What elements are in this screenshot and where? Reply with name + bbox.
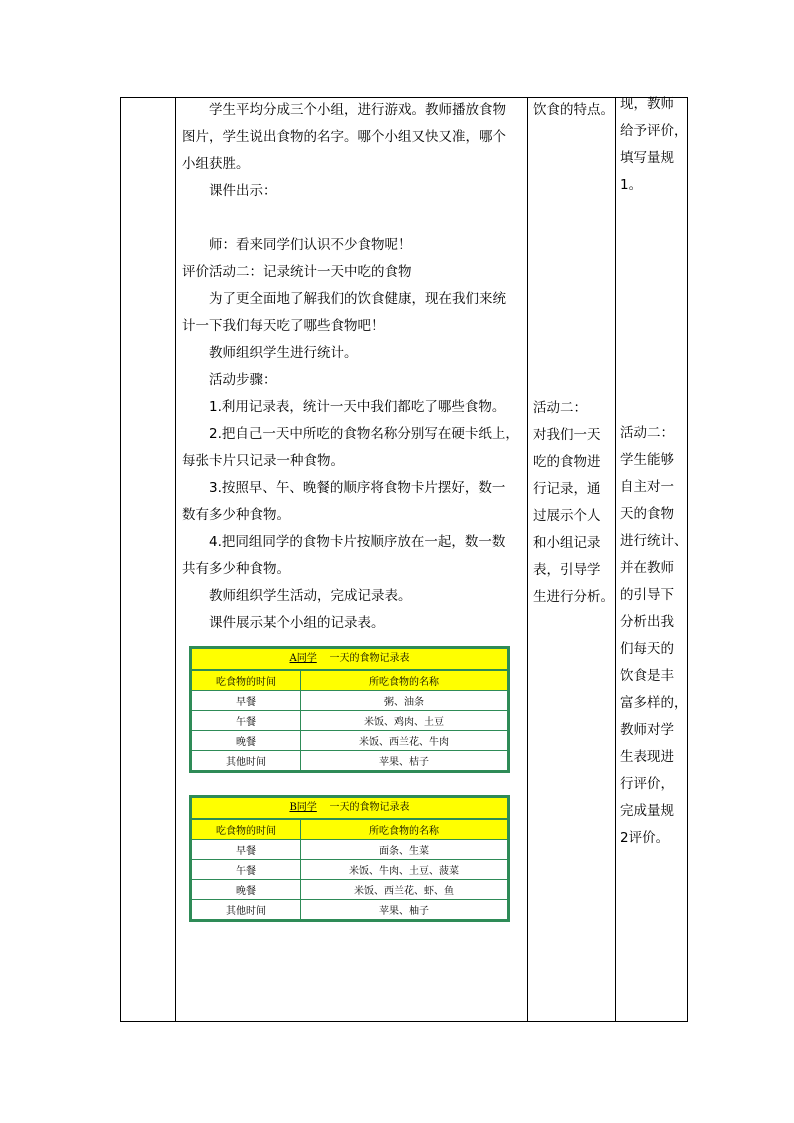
- step-line: 数有多少种食物。: [182, 507, 290, 523]
- column4-line: 行评价，: [620, 776, 674, 792]
- main-line: 课件展示某个小组的记录表。: [209, 615, 385, 631]
- record-table-frame: [189, 795, 510, 922]
- table-row: [192, 751, 508, 771]
- column3-top: [533, 97, 615, 124]
- food-cell: 米饭、牛肉、土豆、菠菜: [301, 860, 508, 880]
- column4-line: 给予评价，: [620, 123, 688, 139]
- column3-line: 吃的食物进: [533, 454, 601, 470]
- main-line: 小组获胜。: [182, 156, 250, 172]
- main-line: 为了更全面地了解我们的饮食健康，现在我们来统: [209, 291, 506, 307]
- record-table-frame: [189, 646, 510, 773]
- column4-line: 1。: [620, 177, 643, 193]
- food-cell: 苹果、柚子: [301, 900, 508, 920]
- main-line: 师：看来同学们认识不少食物呢！: [209, 237, 412, 253]
- meal-cell: 晚餐: [192, 880, 301, 900]
- column-divider-3: [615, 97, 616, 1022]
- record-table-b: [189, 795, 510, 922]
- column-divider-1: [175, 97, 176, 1022]
- record-grid: [191, 819, 508, 920]
- main-column: [182, 97, 524, 637]
- column3-line: 生进行分析。: [533, 589, 614, 605]
- column4-activity: [620, 420, 686, 852]
- table-row: [192, 840, 508, 860]
- header-time: 吃食物的时间: [192, 820, 301, 840]
- meal-cell: 午餐: [192, 860, 301, 880]
- record-table-title: [191, 648, 508, 670]
- column4-line: 并在教师: [620, 560, 674, 576]
- food-cell: 米饭、鸡肉、土豆: [301, 711, 508, 731]
- food-cell: 粥、油条: [301, 691, 508, 711]
- column-divider-2: [527, 97, 528, 1022]
- meal-cell: 晚餐: [192, 731, 301, 751]
- meal-cell: 其他时间: [192, 751, 301, 771]
- student-name: B同学: [289, 802, 317, 813]
- column3-line: 表，引导学: [533, 562, 601, 578]
- column4-line: 进行统计、: [620, 533, 688, 549]
- food-cell: 面条、生菜: [301, 840, 508, 860]
- table-row: [192, 900, 508, 920]
- meal-cell: 其他时间: [192, 900, 301, 920]
- column4-line: 活动二：: [620, 425, 674, 441]
- record-table-a: [189, 646, 510, 773]
- column4-line: 生表现进: [620, 749, 674, 765]
- blank-line: [182, 205, 524, 232]
- table-header-row: [192, 820, 508, 840]
- column3-line: 和小组记录: [533, 535, 601, 551]
- column3-activity: [533, 395, 615, 611]
- table-row: [192, 711, 508, 731]
- main-line: 学生平均分成三个小组，进行游戏。教师播放食物: [209, 102, 506, 118]
- column4-line: 分析出我: [620, 614, 674, 630]
- column4-line: 富多样的，: [620, 695, 688, 711]
- main-line: 计一下我们每天吃了哪些食物吧！: [182, 318, 385, 334]
- meal-cell: 午餐: [192, 711, 301, 731]
- main-line: 教师组织学生进行统计。: [209, 345, 358, 361]
- step-line: 4.把同组同学的食物卡片按顺序放在一起，数一数: [209, 534, 506, 550]
- main-line: 课件出示：: [209, 183, 277, 199]
- meal-cell: 早餐: [192, 840, 301, 860]
- header-time: 吃食物的时间: [192, 671, 301, 691]
- column4-line: 的引导下: [620, 587, 674, 603]
- food-cell: 米饭、西兰花、牛肉: [301, 731, 508, 751]
- column4-line: 学生能够: [620, 452, 674, 468]
- meal-cell: 早餐: [192, 691, 301, 711]
- step-line: 3.按照早、午、晚餐的顺序将食物卡片摆好，数一: [209, 480, 506, 496]
- student-name: A同学: [289, 653, 317, 664]
- table-header-row: [192, 671, 508, 691]
- step-line: 2.把自己一天中所吃的食物名称分别写在硬卡纸上，: [209, 426, 519, 442]
- column4-line: 填写量规: [620, 150, 674, 166]
- main-line: 教师组织学生活动，完成记录表。: [209, 588, 412, 604]
- main-line: 图片，学生说出食物的名字。哪个小组又快又准，哪个: [182, 129, 506, 145]
- header-food: 所吃食物的名称: [301, 820, 508, 840]
- record-grid: [191, 670, 508, 771]
- table-row: [192, 691, 508, 711]
- column3-line: 饮食的特点。: [533, 102, 614, 118]
- column4-line: 完成量规: [620, 803, 674, 819]
- column4-line: 天的食物: [620, 506, 674, 522]
- column4-line: 自主对一: [620, 479, 674, 495]
- header-food: 所吃食物的名称: [301, 671, 508, 691]
- column3-line: 行记录，通: [533, 481, 601, 497]
- step-line: 共有多少种食物。: [182, 561, 290, 577]
- column4-line: 现，教师: [620, 96, 674, 112]
- column4-line: 们每天的: [620, 641, 674, 657]
- main-line: 活动步骤：: [209, 372, 277, 388]
- column4-top: [620, 91, 686, 199]
- food-cell: 苹果、桔子: [301, 751, 508, 771]
- column3-line: 对我们一天: [533, 427, 601, 443]
- table-row: [192, 860, 508, 880]
- record-table-title-text: 一天的食物记录表: [329, 653, 410, 664]
- section-heading: 评价活动二：记录统计一天中吃的食物: [182, 264, 412, 280]
- record-table-title: [191, 797, 508, 819]
- column3-line: 过展示个人: [533, 508, 601, 524]
- column4-line: 饮食是丰: [620, 668, 674, 684]
- column4-line: 教师对学: [620, 722, 674, 738]
- column3-line: 活动二：: [533, 400, 587, 416]
- food-cell: 米饭、西兰花、虾、鱼: [301, 880, 508, 900]
- table-row: [192, 731, 508, 751]
- step-line: 每张卡片只记录一种食物。: [182, 453, 344, 469]
- record-table-title-text: 一天的食物记录表: [329, 802, 410, 813]
- table-row: [192, 880, 508, 900]
- step-line: 1.利用记录表，统计一天中我们都吃了哪些食物。: [209, 399, 506, 415]
- column4-line: 2评价。: [620, 830, 670, 846]
